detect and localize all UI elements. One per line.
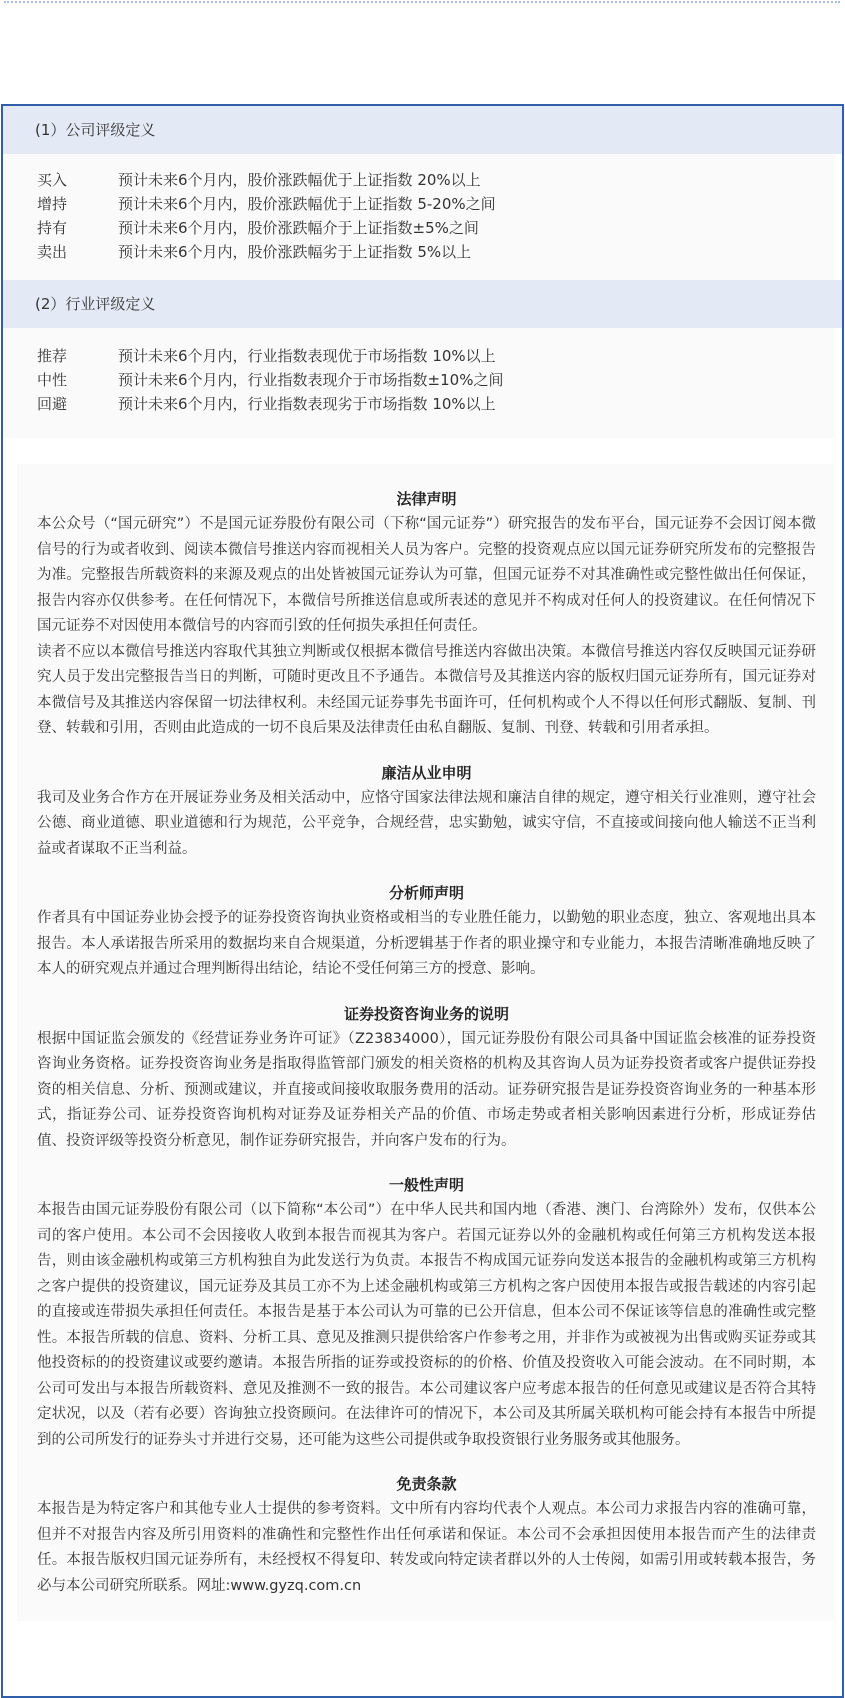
rating-label: 中性 [37, 371, 68, 389]
legal-panel [17, 464, 834, 1621]
section-title: 免责条款 [396, 1475, 457, 1493]
section-paragraph: 本报告是为特定客户和其他专业人士提供的参考资料。文中所有内容均代表个人观点。本公司力求报告内容的准确可靠，但并不对报告内容及所引用资料的准确性和完整性作出任何承诺和保证。本公司不会承担因使用本报告而产生的法律责任。本报告版权归国元证券所有，未经授权不得复印、转发或向特定读者群以外的人士传阅，如需引用或转载本报告，务必与本公司研究所联系。网址:www.gyzq.com.cn [37, 1501, 816, 1594]
rating-row [3, 392, 834, 416]
rating-label: 推荐 [37, 347, 68, 365]
disclaimer-box [1, 104, 844, 1698]
top-dotted-divider [4, 1, 840, 3]
section-paragraph: 本报告由国元证券股份有限公司（以下简称“本公司”）在中华人民共和国内地（香港、澳门、台湾除外）发布，仅供本公司的客户使用。本公司不会因接收人收到本报告而视其为客户。若国元证券以外的金融机构或任何第三方机构发送本报告，则由该金融机构或第三方机构独自为此发送行为负责。本报告不构成国元证券向发送本报告的金融机构或第三方机构之客户提供的投资建议，国元证券及其员工亦不为上述金融机构或第三方机构之客户因使用本报告或报告载述的内容引起的直接或连带损失承担任何责任。本报告是基于本公司认为可靠的已公开信息，但本公司不保证该等信息的准确性或完整性。本报告所载的信息、资料、分析工具、意见及推测只提供给客户作参考之用，并非作为或被视为出售或购买证券或其他投资标的的投资建议或要约邀请。本报告所指的证券或投资标的的价格、价值及投资收入可能会波动。在不同时期，本公司可发出与本报告所载资料、意见及推测不一致的报告。本公司建议客户应考虑本报告的任何意见或建议是否符合其特定状况，以及（若有必要）咨询独立投资顾问。在法律许可的情况下，本公司及其所属关联机构可能会持有本报告中所提到的公司所发行的证券头寸并进行交易，还可能为这些公司提供或争取投资银行业务服务或其他服务。 [37, 1202, 816, 1448]
rating-label: 买入 [37, 171, 68, 189]
advisory-business-section [37, 1001, 816, 1155]
section-title: 一般性声明 [388, 1176, 464, 1194]
section-title: 分析师声明 [388, 884, 464, 902]
section-paragraph: 我司及业务合作方在开展证券业务及相关活动中，应恪守国家法律法规和廉洁自律的规定，遵守相关行业准则，遵守社会公德、商业道德、职业道德和行为规范，公平竞争，合规经营，忠实勤勉，诚实守信，不直接或间接向他人输送不正当利益或者谋取不正当利益。 [37, 789, 816, 857]
rating-desc: 预计未来6个月内，行业指数表现介于市场指数±10%之间 [118, 371, 504, 389]
section-title: 廉洁从业申明 [381, 763, 472, 782]
rating-desc: 预计未来6个月内，股价涨跌幅优于上证指数 5-20%之间 [118, 195, 496, 213]
section-paragraph: 作者具有中国证券业协会授予的证券投资咨询执业资格或相当的专业胜任能力，以勤勉的职业态度，独立、客观地出具本报告。本人承诺报告所采用的数据均来自合规渠道，分析逻辑基于作者的职业操守和专业能力，本报告清晰准确地反映了本人的研究观点并通过合理判断得出结论，结论不受任何第三方的授意、影响。 [37, 910, 816, 977]
section-paragraph: 读者不应以本微信号推送内容取代其独立判断或仅根据本微信号推送内容做出决策。本微信号推送内容仅反映国元证券研究人员于发出完整报告当日的判断，可随时更改且不予通告。本微信号及其推送内容的版权归国元证券所有，国元证券对本微信号及其推送内容保留一切法律权利。未经国元证券事先书面许可，任何机构或个人不得以任何形式翻版、复制、刊登、转载和引用，否则由此造成的一切不良后果及法律责任由私自翻版、复制、刊登、转载和引用者承担。 [37, 643, 816, 736]
section-paragraph: 本公众号（“国元研究”）不是国元证券股份有限公司（下称“国元证券”）研究报告的发布平台，国元证券不会因订阅本微信号的行为或者收到、阅读本微信号推送内容而视相关人员为客户。完整的投资观点应以国元证券研究所发布的完整报告为准。完整报告所载资料的来源及观点的出处皆被国元证券认为可靠，但国元证券不对其准确性或完整性做出任何保证，报告内容亦仅供参考。在任何情况下，本微信号所推送信息或所表述的意见并不构成对任何人的投资建议。在任何情况下国元证券不对因使用本微信号的内容而引致的任何损失承担任何责任。 [37, 516, 816, 634]
rating-label: 增持 [37, 195, 68, 213]
rating-desc: 预计未来6个月内，股价涨跌幅介于上证指数±5%之间 [118, 219, 479, 237]
rating-row [3, 192, 834, 216]
rating-row [3, 240, 834, 264]
legal-statement-section [37, 486, 816, 742]
industry-rating-header [3, 280, 842, 328]
integrity-statement-section [37, 760, 816, 863]
section-title: 证券投资咨询业务的说明 [343, 1004, 509, 1023]
spacer [3, 438, 842, 464]
company-rating-list [3, 154, 834, 280]
industry-rating-list [3, 328, 834, 438]
analyst-statement-section [37, 880, 816, 983]
rating-label: 卖出 [37, 243, 68, 261]
company-rating-title: (1）公司评级定义 [35, 121, 156, 139]
section-title: 法律声明 [396, 490, 457, 508]
company-rating-header [3, 106, 842, 154]
rating-row [3, 368, 834, 392]
rating-label: 回避 [37, 395, 68, 413]
rating-label: 持有 [37, 219, 68, 237]
rating-desc: 预计未来6个月内，股价涨跌幅优于上证指数 20%以上 [118, 171, 481, 189]
rating-row [3, 216, 834, 240]
industry-rating-title: (2）行业评级定义 [35, 295, 156, 313]
disclaimer-section [37, 1471, 816, 1599]
rating-row [3, 344, 834, 368]
rating-desc: 预计未来6个月内，股价涨跌幅劣于上证指数 5%以上 [118, 243, 472, 261]
rating-row [3, 168, 834, 192]
rating-desc: 预计未来6个月内，行业指数表现优于市场指数 10%以上 [118, 347, 496, 365]
general-statement-section [37, 1172, 816, 1453]
section-paragraph: 根据中国证监会颁发的《经营证券业务许可证》（Z23834000），国元证券股份有限公司具备中国证监会核准的证券投资咨询业务资格。证券投资咨询业务是指取得监管部门颁发的相关资格的机构及其咨询人员为证券投资者或客户提供证券投资的相关信息、分析、预测或建议，并直接或间接收取服务费用的活动。证券研究报告是证券投资咨询业务的一种基本形式，指证券公司、证券投资咨询机构对证券及证券相关产品的价值、市场走势或者相关影响因素进行分析，形成证券估值、投资评级等投资分析意见，制作证券研究报告，并向客户发布的行为。 [37, 1030, 816, 1149]
rating-desc: 预计未来6个月内，行业指数表现劣于市场指数 10%以上 [118, 395, 496, 413]
